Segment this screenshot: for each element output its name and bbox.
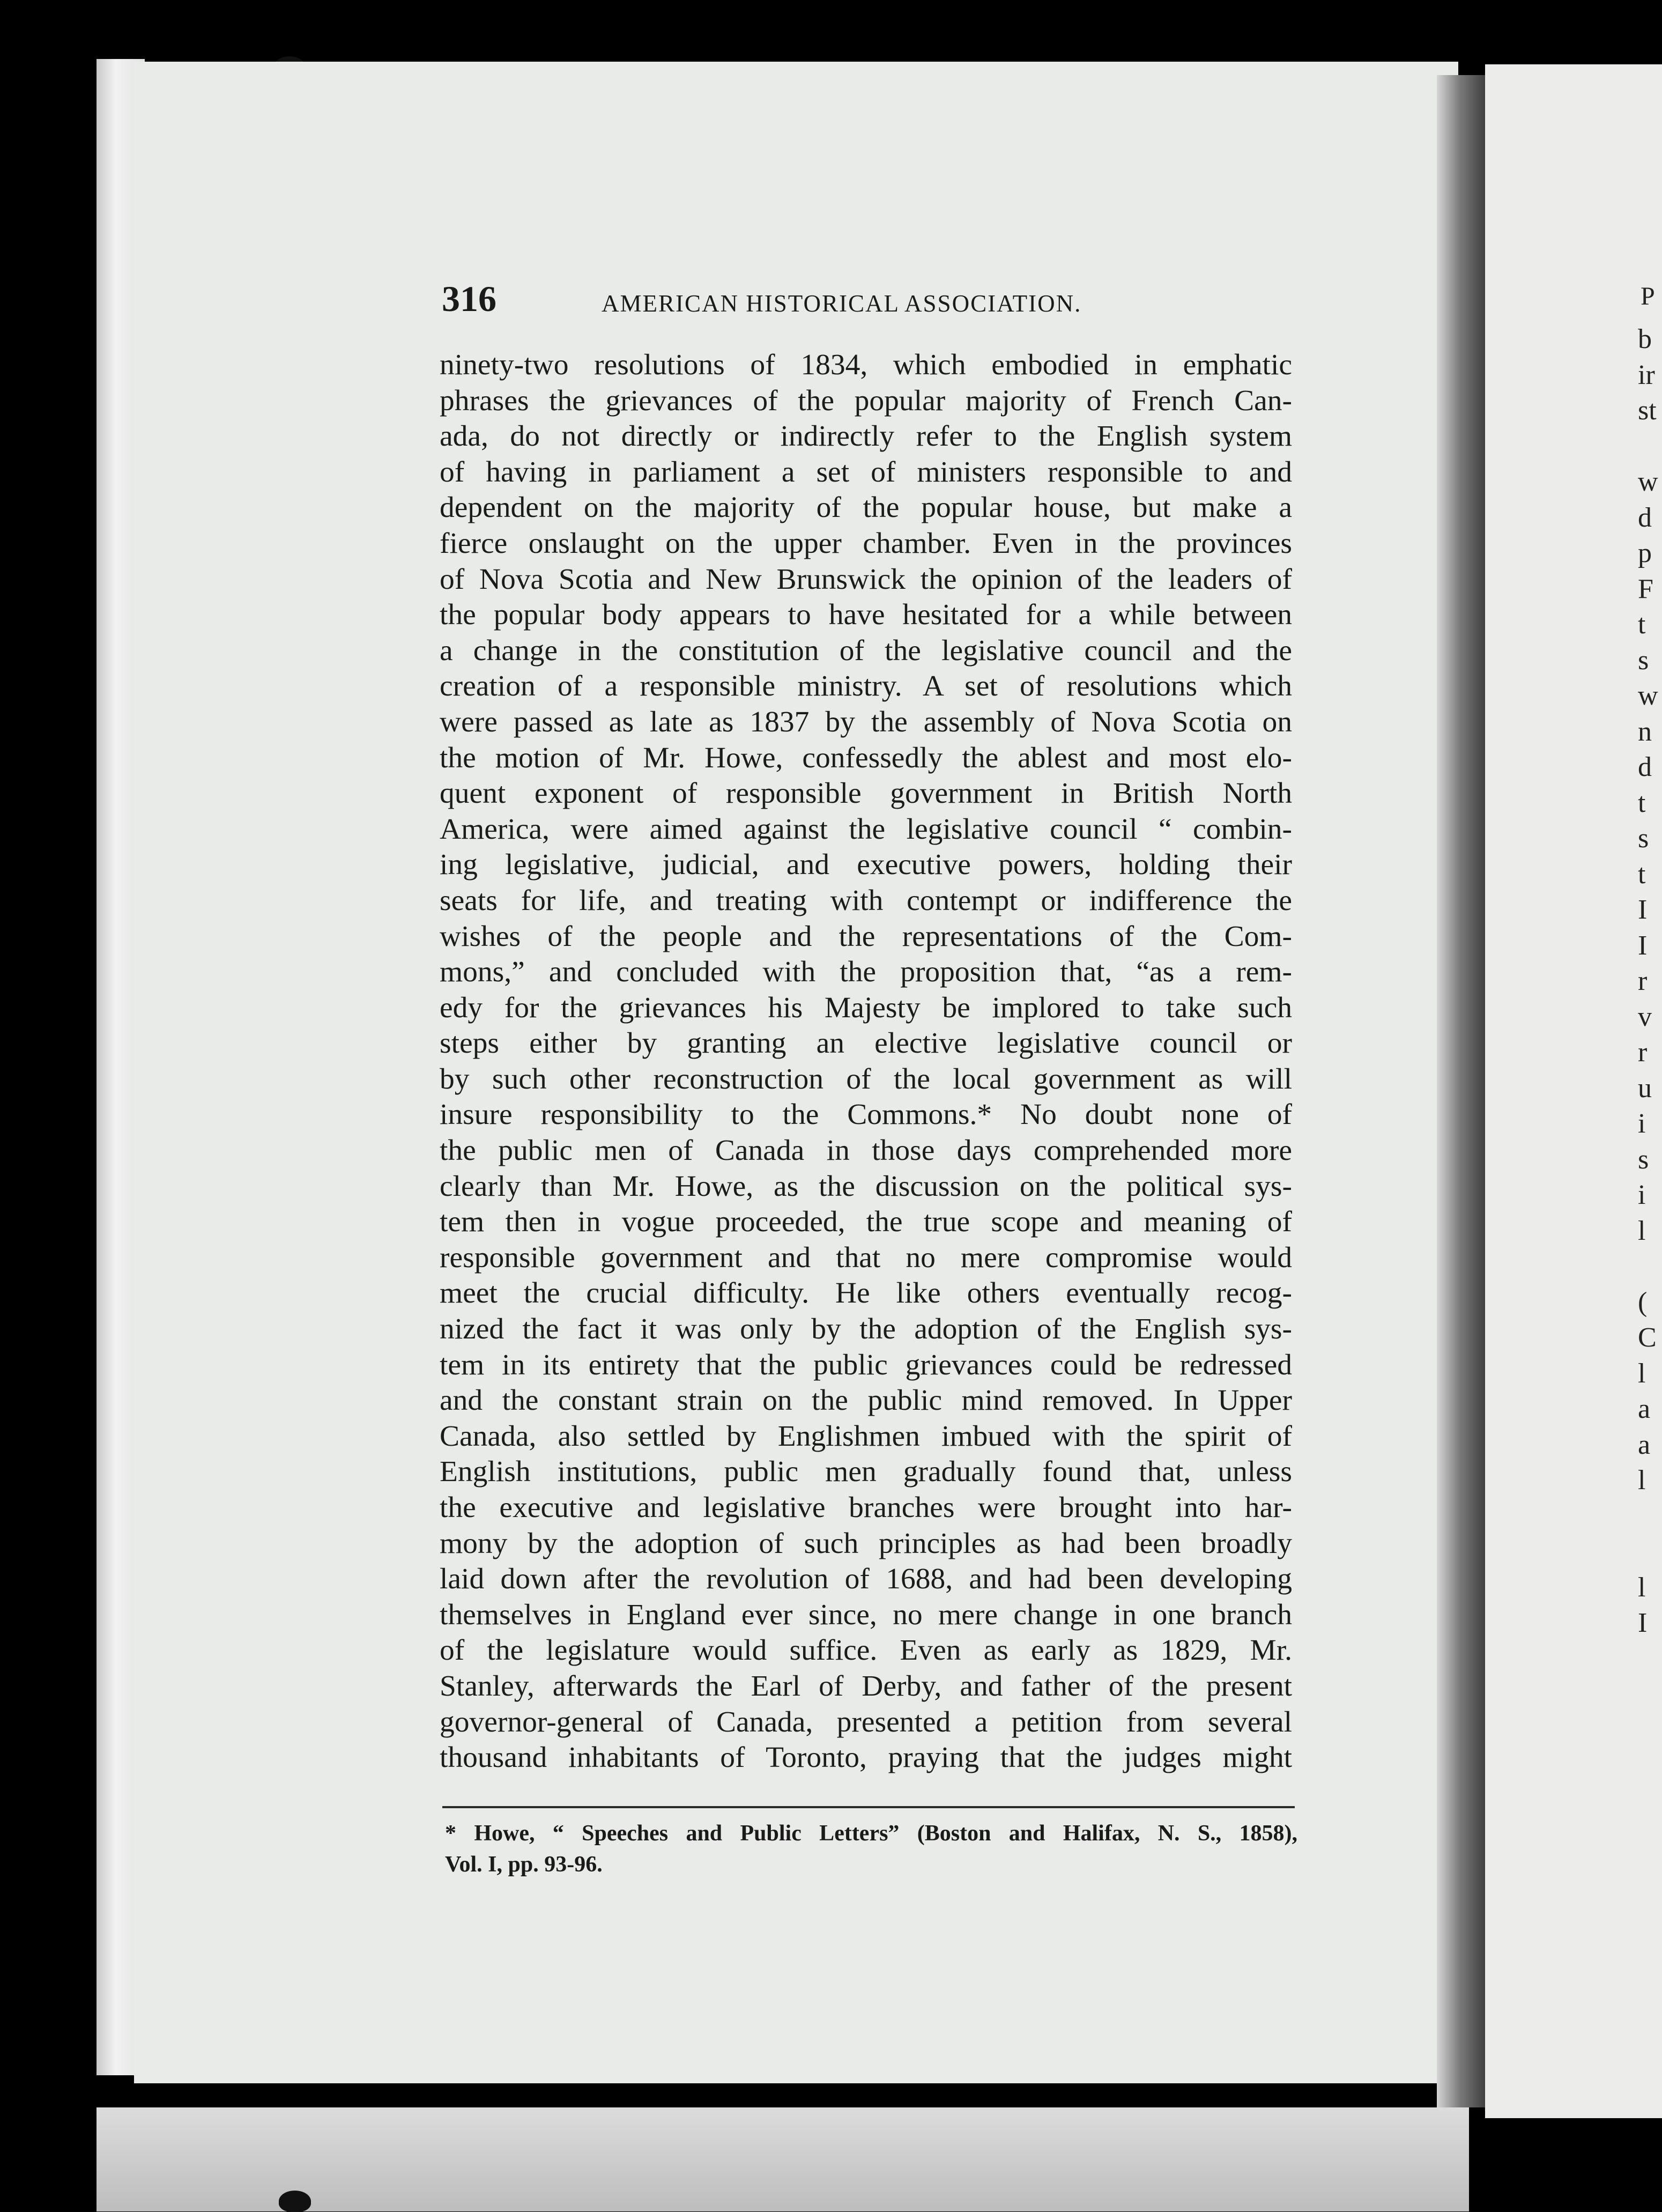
text-line: tem then in vogue proceeded, the true scope and meaning of — [440, 1205, 1292, 1239]
text-line: the popular body appears to have hesitated for a while between — [440, 598, 1292, 632]
text-line: the public men of Canada in those days comprehended more — [440, 1134, 1292, 1167]
facing-page-fragment: t — [1638, 859, 1646, 890]
text-line: phrases the grievances of the popular majority of French Can- — [440, 384, 1292, 417]
text-line: ada, do not directly or indirectly refer to the English system — [440, 420, 1292, 453]
text-line: seats for life, and treating with contempt or indifference the — [440, 884, 1292, 917]
text-line: of the legislature would suffice. Even as early as 1829, Mr. — [440, 1634, 1292, 1667]
facing-page-fragment: i — [1638, 1180, 1646, 1210]
facing-page-fragment: I — [1638, 930, 1648, 961]
text-line: laid down after the revolution of 1688, and had been developing — [440, 1563, 1292, 1596]
facing-page-fragment: i — [1638, 1108, 1646, 1139]
facing-page-fragment: d — [1638, 752, 1652, 782]
scan-clip-mark — [279, 2191, 311, 2212]
text-line: Stanley, afterwards the Earl of Derby, and father of the present — [440, 1669, 1292, 1703]
text-line: the motion of Mr. Howe, confessedly the ablest and most elo- — [440, 741, 1292, 774]
running-head — [442, 278, 1300, 331]
text-line: steps either by granting an elective legislative council or — [440, 1027, 1292, 1060]
facing-page-fragment: b — [1638, 324, 1652, 354]
facing-page-fragment: a — [1638, 1429, 1651, 1460]
text-line: the executive and legislative branches were brought into har- — [440, 1491, 1292, 1524]
footnote-line: * Howe, “ Speeches and Public Letters” (Boston and Halifax, N. S., 1858), — [445, 1821, 1297, 1846]
page-number: 316 — [442, 278, 496, 319]
facing-page-fragment: s — [1638, 823, 1649, 854]
footnote-line: Vol. I, pp. 93-96. — [445, 1852, 603, 1877]
facing-page-fragment: st — [1638, 395, 1657, 426]
facing-page-fragment: a — [1638, 1394, 1651, 1424]
facing-page — [1485, 64, 1662, 2118]
text-line: ninety-two resolutions of 1834, which embodied in emphatic — [440, 349, 1292, 381]
text-line: Canada, also settled by Englishmen imbued with the spirit of — [440, 1419, 1292, 1453]
facing-page-fragment: t — [1638, 609, 1646, 640]
text-line: were passed as late as 1837 by the assembly of Nova Scotia on — [440, 705, 1292, 738]
text-line: of having in parliament a set of ministers responsible to and — [440, 455, 1292, 489]
facing-page-fragment — [1638, 1534, 1662, 1570]
facing-page-fragment: w — [1638, 467, 1658, 497]
facing-page-header-fragment: P — [1641, 282, 1655, 310]
body-text — [440, 347, 1292, 1776]
book-gutter — [1437, 75, 1488, 2107]
footnote — [445, 1818, 1297, 1880]
facing-page-fragment: v — [1638, 1001, 1652, 1032]
facing-page-fragment: l — [1638, 1465, 1646, 1496]
text-line: governor-general of Canada, presented a petition from several — [440, 1705, 1292, 1738]
facing-page-fragment: C — [1638, 1322, 1657, 1353]
facing-page-fragment: p — [1638, 538, 1652, 568]
text-line: America, were aimed against the legislative council “ combin- — [440, 812, 1292, 846]
footnote-rule — [442, 1806, 1295, 1808]
facing-page-fragment — [1638, 1249, 1662, 1285]
facing-page-fragment: ( — [1638, 1286, 1648, 1318]
facing-page-fragment: u — [1638, 1072, 1652, 1104]
text-line: English institutions, public men gradually found that, unless — [440, 1455, 1292, 1489]
facing-page-fragment: r — [1638, 1037, 1648, 1068]
facing-page-fragment — [1638, 1499, 1662, 1535]
facing-page-fragment: n — [1638, 716, 1652, 747]
facing-page-fragment: d — [1638, 502, 1652, 533]
facing-page-fragment — [1638, 429, 1662, 465]
text-line: nized the fact it was only by the adoption of the English sys- — [440, 1313, 1292, 1346]
text-line: thousand inhabitants of Toronto, praying that the judges might — [440, 1741, 1292, 1774]
text-line: meet the crucial difficulty. He like others eventually recog- — [440, 1277, 1292, 1310]
facing-page-fragment: l — [1638, 1358, 1646, 1389]
facing-page-fragment: l — [1638, 1215, 1646, 1246]
text-line: quent exponent of responsible government in British North — [440, 777, 1292, 810]
facing-page-fragment: s — [1638, 645, 1649, 676]
text-line: fierce onslaught on the upper chamber. Even in the provinces — [440, 527, 1292, 560]
facing-page-fragment: w — [1638, 680, 1658, 711]
text-line: and the constant strain on the public mind removed. In Upper — [440, 1384, 1292, 1417]
facing-page-fragment: r — [1638, 966, 1648, 996]
text-line: responsible government and that no mere compromise would — [440, 1241, 1292, 1274]
text-line: dependent on the majority of the popular house, but make a — [440, 491, 1292, 524]
facing-page-fragment: I — [1638, 894, 1648, 925]
text-line: mony by the adoption of such principles as had been broadly — [440, 1527, 1292, 1560]
text-line: insure responsibility to the Commons.* No doubt none of — [440, 1098, 1292, 1131]
text-line: tem in its entirety that the public grievances could be redressed — [440, 1348, 1292, 1381]
text-line: wishes of the people and the representations of the Com- — [440, 920, 1292, 953]
text-line: of Nova Scotia and New Brunswick the opinion of the leaders of — [440, 563, 1292, 596]
facing-page-fragment: ir — [1638, 359, 1655, 390]
facing-page-fragment: l — [1638, 1572, 1646, 1603]
facing-page-fragment: t — [1638, 787, 1646, 818]
facing-page-text-fragments — [1638, 322, 1662, 1641]
text-line: ing legislative, judicial, and executive powers, holding their — [440, 848, 1292, 882]
text-line: themselves in England ever since, no mere change in one branch — [440, 1598, 1292, 1631]
facing-page-fragment: s — [1638, 1144, 1649, 1175]
text-line: edy for the grievances his Majesty be implored to take such — [440, 991, 1292, 1024]
running-head-title: AMERICAN HISTORICAL ASSOCIATION. — [602, 290, 1082, 317]
facing-page-fragment: F — [1638, 573, 1653, 604]
text-line: a change in the constitution of the legislative council and the — [440, 634, 1292, 667]
text-line: clearly than Mr. Howe, as the discussion on the political sys- — [440, 1170, 1292, 1203]
text-line: mons,” and concluded with the proposition that, “as a rem- — [440, 956, 1292, 989]
facing-page-fragment: I — [1638, 1608, 1648, 1638]
text-line: by such other reconstruction of the local government as will — [440, 1062, 1292, 1096]
text-line: creation of a responsible ministry. A set of resolutions which — [440, 670, 1292, 703]
